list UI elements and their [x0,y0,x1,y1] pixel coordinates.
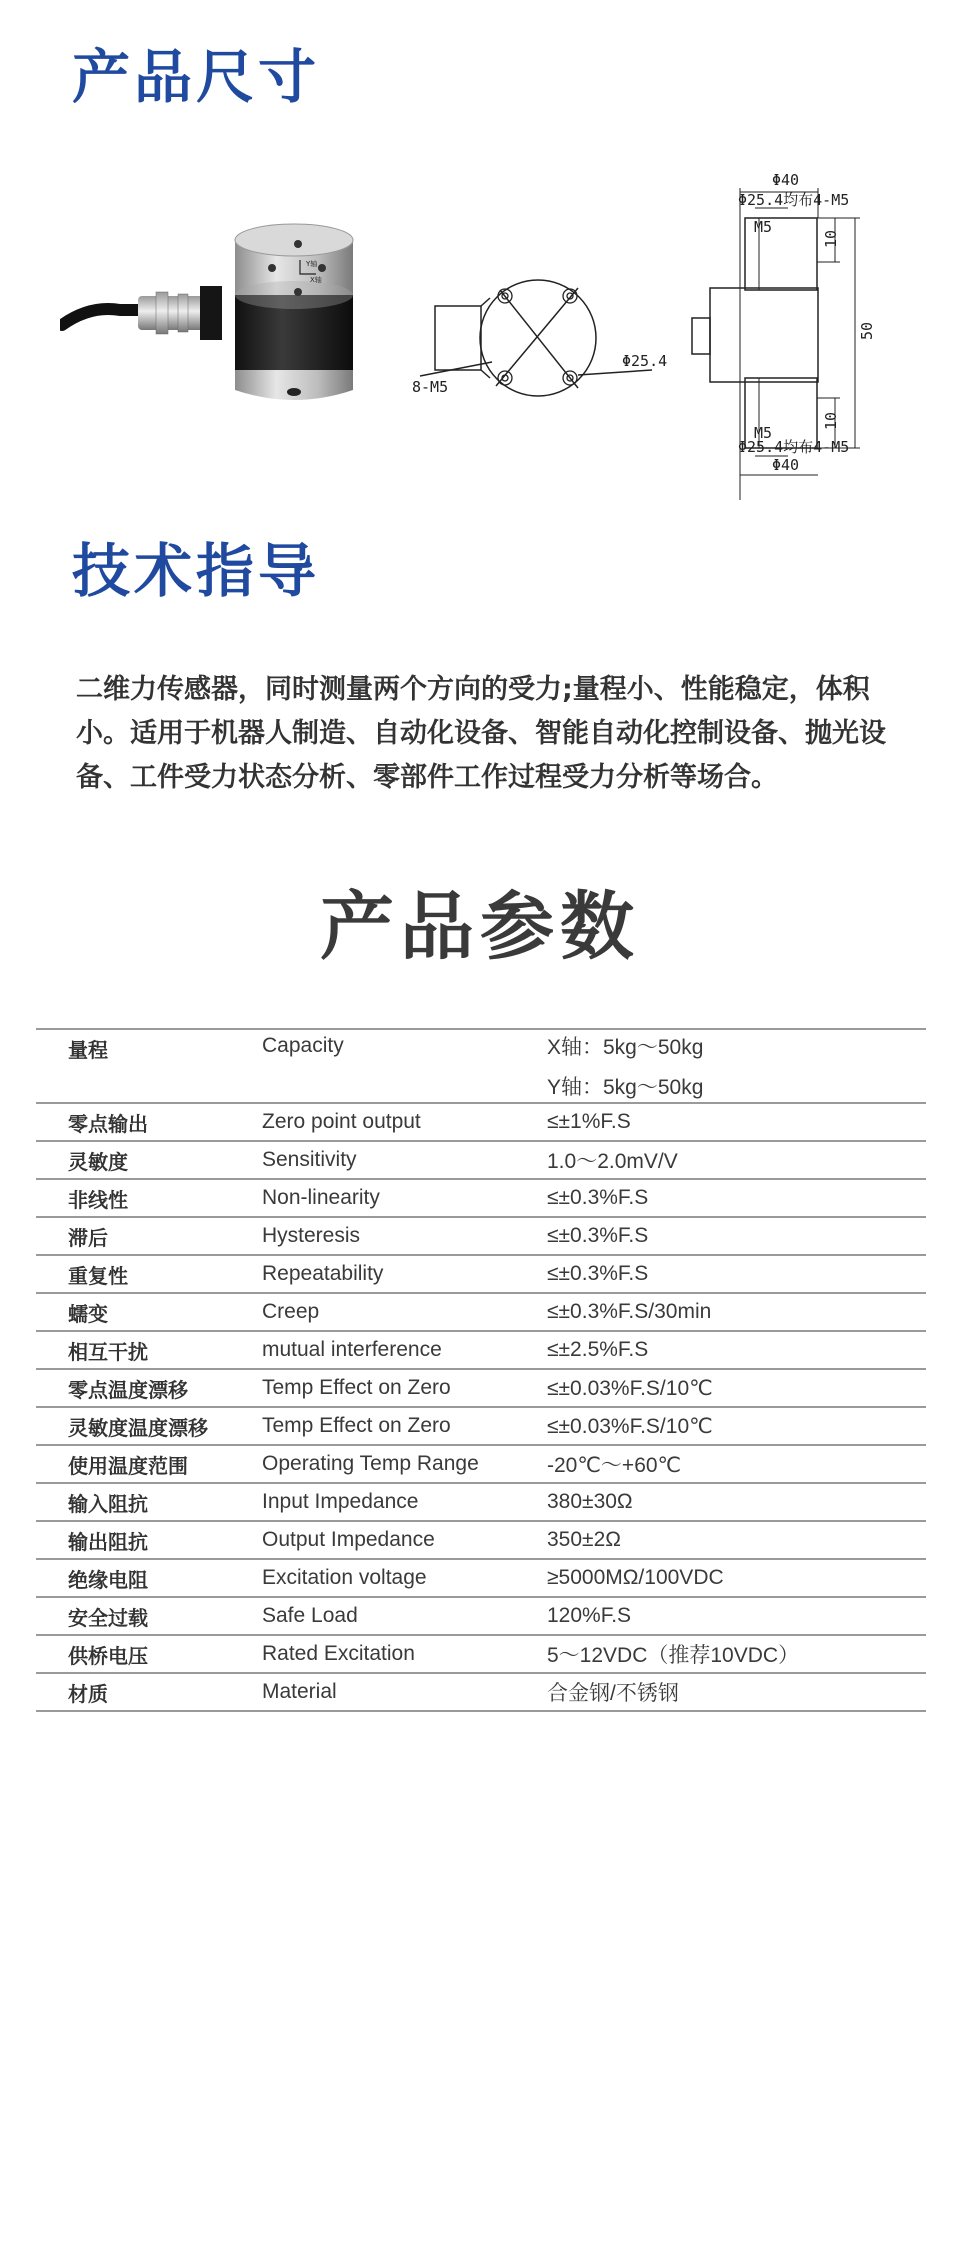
spec-name-cn: 材质 [68,1681,108,1706]
spec-name-en: Non-linearity [262,1186,380,1209]
spec-row [36,1331,926,1369]
dim-10-bottom: 10 [822,411,840,430]
spec-value: -20℃～+60℃ [547,1454,682,1477]
spec-value: 1.0～2.0mV/V [547,1150,678,1173]
spec-row [36,1559,926,1597]
spec-name-cn: 重复性 [68,1263,128,1288]
section-title-dimensions: 产品尺寸 [72,43,321,111]
spec-row [36,1407,926,1445]
spec-name-cn: 量程 [68,1038,108,1062]
spec-value-line: Y轴：5kg～50kg [547,1076,704,1099]
spec-value: 350±2Ω [547,1528,621,1551]
dim-m5-bottom: M5 [754,424,773,442]
section-title-tech: 技术指导 [72,537,321,605]
spec-name-cn: 灵敏度 [68,1149,128,1174]
spec-row [36,1255,926,1293]
spec-value: 5～12VDC（推荐10VDC） [547,1644,800,1667]
spec-value: ≤±0.3%F.S/30min [547,1300,712,1323]
spec-name-en: Safe Load [262,1604,358,1627]
spec-value: 120%F.S [547,1604,632,1627]
spec-value: ≤±1%F.S [547,1110,631,1133]
spec-value: ≤±0.03%F.S/10℃ [547,1414,713,1438]
spec-name-cn: 绝缘电阻 [68,1567,148,1592]
spec-row [36,1597,926,1635]
dim-phi25: Φ25.4 [622,352,668,370]
spec-name-en: Zero point output [262,1110,421,1133]
section-title-params: 产品参数 [320,884,640,970]
spec-name-en: Excitation voltage [262,1566,427,1589]
spec-value: ≤±0.3%F.S [547,1224,649,1247]
spec-value: ≤±0.3%F.S [547,1186,649,1209]
spec-name-cn: 输出阻抗 [68,1529,148,1554]
spec-name-en: Input Impedance [262,1490,419,1513]
spec-value: ≤±2.5%F.S [547,1338,649,1361]
dim-bolt-circle-bottom: Φ25.4均布4-M5 [738,438,850,456]
x-axis-label: X轴 [310,276,322,284]
spec-row [36,1483,926,1521]
spec-table [36,1028,926,1712]
spec-name-en: Sensitivity [262,1148,357,1171]
dim-bolt-circle-top: Φ25.4均布4-M5 [738,191,850,209]
dimension-drawing [400,150,940,500]
spec-name-cn: 滞后 [68,1225,108,1250]
spec-value: 合金钢/不锈钢 [547,1682,679,1705]
spec-row [36,1369,926,1407]
spec-value [547,1029,926,1103]
spec-name-cn: 安全过载 [68,1605,148,1630]
spec-row [36,1179,926,1217]
spec-row [36,1141,926,1179]
spec-value-line: X轴：5kg～50kg [547,1036,704,1059]
spec-row [36,1293,926,1331]
spec-row [36,1635,926,1673]
dim-phi40-top: Φ40 [772,171,800,189]
spec-name-cn: 非线性 [68,1187,128,1212]
spec-row [36,1445,926,1483]
spec-name-en: Material [262,1680,337,1703]
spec-name-cn: 零点温度漂移 [68,1377,188,1402]
spec-name-cn: 供桥电压 [68,1643,148,1668]
spec-name-cn: 输入阻抗 [68,1491,148,1516]
sensor-photo [60,210,380,420]
spec-name-en: Rated Excitation [262,1642,415,1665]
spec-name-en: Output Impedance [262,1528,435,1551]
description-text: 二维力传感器，同时测量两个方向的受力;量程小、性能稳定，体积小。适用于机器人制造、自动化设备、智能自动化控制设备、抛光设备、工件受力状态分析、零部件工作过程受力分析等场合。 [76,674,886,793]
spec-row [36,1673,926,1711]
spec-name-cn: 相互干扰 [68,1339,148,1364]
spec-name-en: mutual interference [262,1338,442,1361]
spec-name-en: Repeatability [262,1262,384,1285]
spec-name-en: Operating Temp Range [262,1452,479,1475]
dim-m5-top: M5 [754,218,773,236]
dim-holes: 8-M5 [412,378,449,396]
spec-value: ≤±0.03%F.S/10℃ [547,1376,713,1400]
spec-name-en: Capacity [262,1034,344,1057]
spec-value: ≥5000MΩ/100VDC [547,1566,724,1589]
spec-name-cn: 使用温度范围 [68,1453,188,1478]
dim-50: 50 [858,321,876,340]
spec-name-en: Temp Effect on Zero [262,1414,451,1437]
spec-name-cn: 零点输出 [68,1111,148,1136]
spec-name-cn: 灵敏度温度漂移 [68,1415,208,1440]
spec-row [36,1217,926,1255]
spec-row [36,1029,926,1103]
dim-phi40-bottom: Φ40 [772,456,800,474]
spec-name-en: Temp Effect on Zero [262,1376,451,1399]
spec-name-en: Hysteresis [262,1224,361,1247]
spec-name-en: Creep [262,1300,320,1323]
dim-10-top: 10 [822,229,840,248]
spec-name-cn: 蠕变 [68,1301,108,1326]
spec-row [36,1521,926,1559]
spec-row [36,1103,926,1141]
y-axis-label: Y轴 [306,260,318,268]
spec-value: ≤±0.3%F.S [547,1262,649,1285]
spec-value: 380±30Ω [547,1490,633,1513]
